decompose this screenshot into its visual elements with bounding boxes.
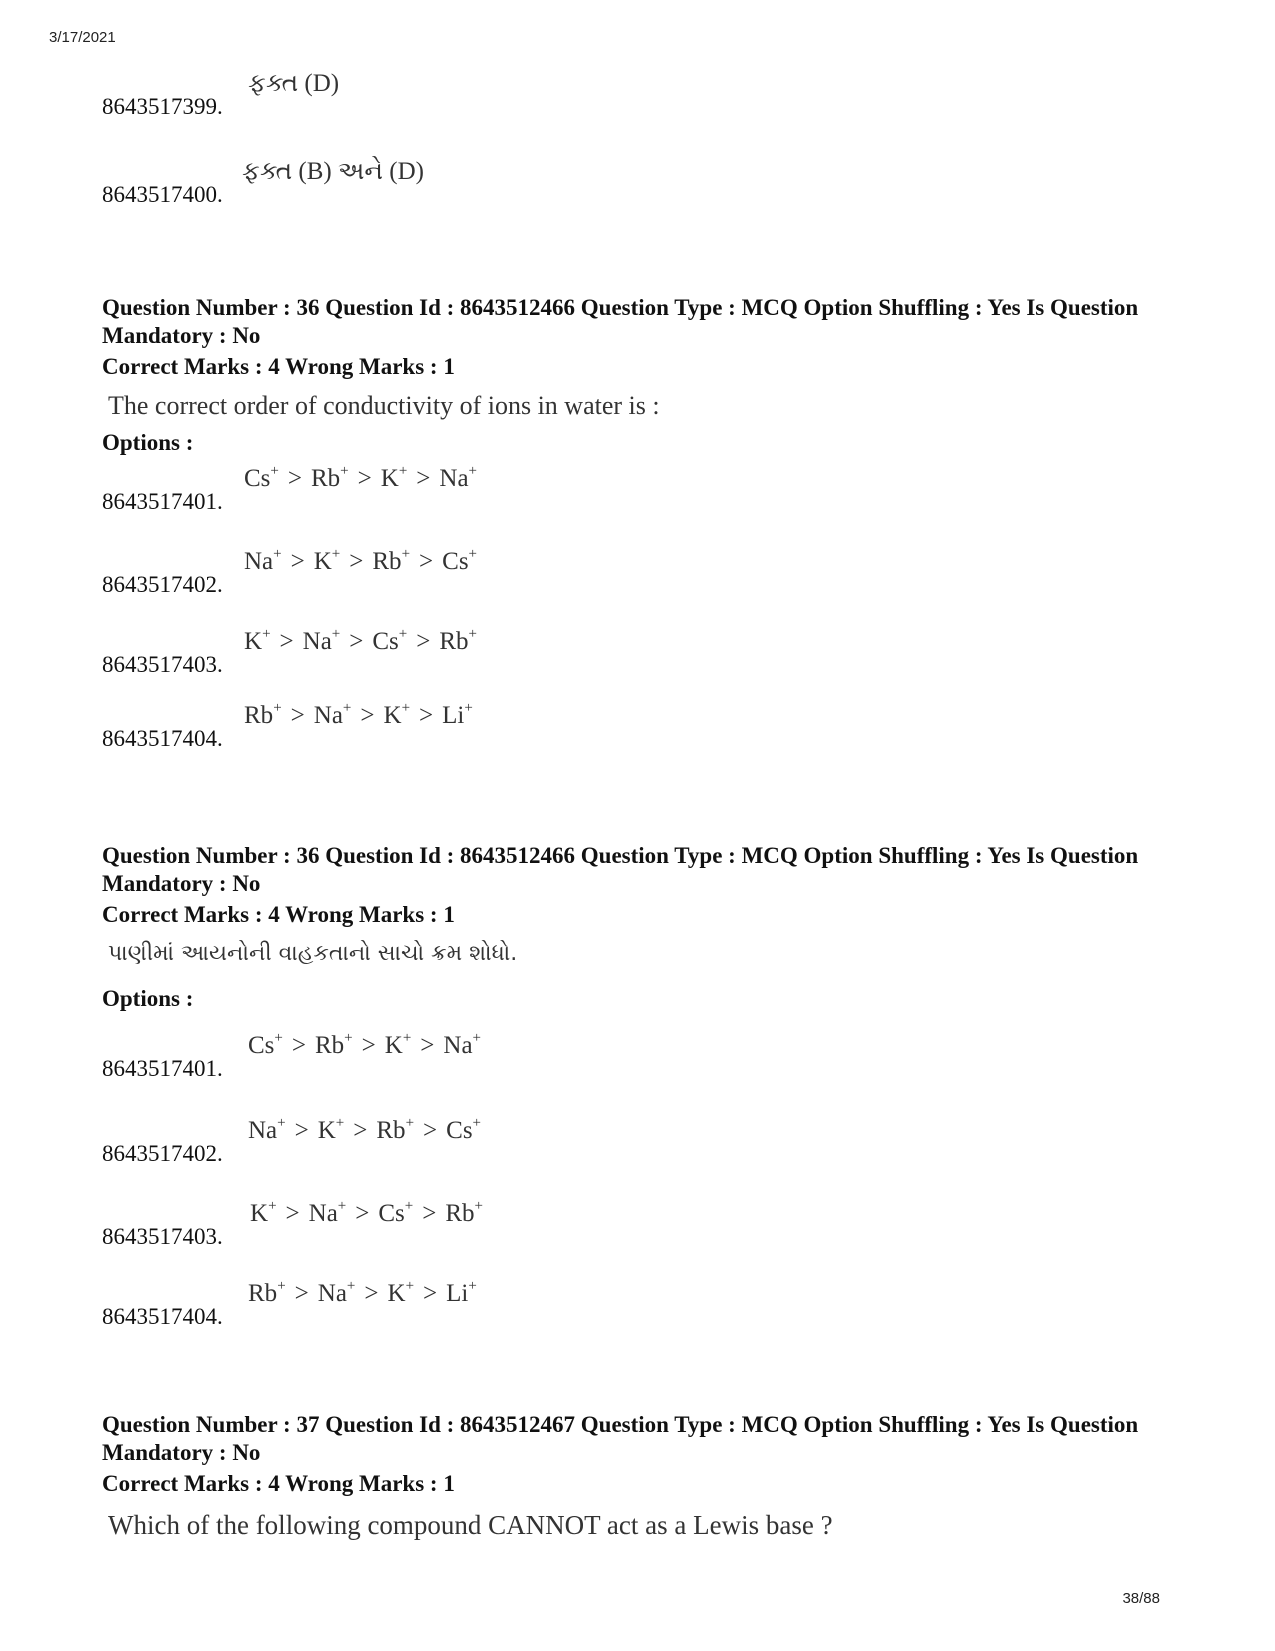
greater-than-sign: > [294,1280,309,1307]
charge-sign: + [472,1030,482,1046]
ion: Na+ [317,1278,356,1307]
option-row [102,1280,802,1330]
charge-sign: + [335,1115,345,1131]
option-id: 8643517399. [102,94,223,119]
print-date: 3/17/2021 [49,29,116,46]
option-text: ફક્ત (D) [248,70,340,97]
option-id: 8643517402. [102,1141,223,1166]
ion: Cs+ [446,1115,482,1144]
ion-sequence [244,548,477,576]
greater-than-sign: > [353,1117,368,1144]
greater-than-sign: > [349,548,364,575]
ion: Rb+ [439,626,478,655]
charge-sign: + [268,1198,277,1214]
question-marks: Correct Marks : 4 Wrong Marks : 1 [102,1471,455,1496]
options-label: Options : [102,430,194,455]
ion: K+ [387,1278,415,1307]
charge-sign: + [405,1278,415,1294]
charge-sign: + [277,1278,286,1294]
ion-sequence [244,628,477,656]
greater-than-sign: > [419,548,434,575]
ion-sequence [244,465,477,493]
question-meta: Question Number : 36 Question Id : 8643512466 Question Type : MCQ Option Shuffling : Yes Is Question Mandatory : No [102,843,1139,896]
option-row [102,548,802,598]
ion: Rb+ [248,1278,286,1307]
charge-sign: + [331,546,341,562]
ion: Rb+ [244,700,282,729]
question-marks: Correct Marks : 4 Wrong Marks : 1 [102,902,455,927]
ion: Rb+ [372,546,411,575]
option-row [102,70,802,120]
page-number: 38/88 [1122,1590,1160,1607]
option-id: 8643517402. [102,572,223,597]
ion: Li+ [442,700,473,729]
ion: Rb+ [310,463,349,492]
greater-than-sign: > [423,1280,438,1307]
option-id: 8643517403. [102,652,223,677]
charge-sign: + [262,626,271,642]
ion: Rb+ [445,1198,484,1227]
greater-than-sign: > [285,1200,300,1227]
greater-than-sign: > [287,465,302,492]
charge-sign: + [270,463,279,479]
ion: Cs+ [442,546,478,575]
ion: K+ [250,1198,277,1227]
question-text: પાણીમાં આયનોની વાહકતાનો સાચો ક્રમ શોધો. [108,941,518,966]
option-row [102,158,802,208]
options-label: Options : [102,986,194,1011]
greater-than-sign: > [361,1032,376,1059]
charge-sign: + [344,1030,353,1046]
option-row [102,1200,802,1250]
charge-sign: + [405,1115,415,1131]
ion: Na+ [244,546,282,575]
charge-sign: + [468,626,478,642]
greater-than-sign: > [423,1117,438,1144]
charge-sign: + [474,1198,484,1214]
charge-sign: + [346,1278,356,1294]
option-row [102,465,802,515]
ion: Na+ [313,700,352,729]
ion: Na+ [248,1115,286,1144]
ion: K+ [317,1115,345,1144]
option-id: 8643517401. [102,489,223,514]
option-text: ફક્ત (B) અને (D) [242,158,424,185]
charge-sign: + [402,1030,412,1046]
ion: K+ [383,700,411,729]
option-row [102,628,802,678]
greater-than-sign: > [422,1200,437,1227]
ion: K+ [244,626,271,655]
ion: Na+ [439,463,478,492]
ion: Li+ [446,1278,477,1307]
question-meta: Question Number : 36 Question Id : 8643512466 Question Type : MCQ Option Shuffling : Yes Is Question Mandatory : No [102,295,1139,348]
greater-than-sign: > [290,702,305,729]
charge-sign: + [274,1030,283,1046]
ion: Rb+ [376,1115,415,1144]
charge-sign: + [273,700,282,716]
charge-sign: + [401,546,411,562]
greater-than-sign: > [416,465,431,492]
charge-sign: + [464,700,473,716]
charge-sign: + [273,546,282,562]
greater-than-sign: > [419,702,434,729]
greater-than-sign: > [294,1117,309,1144]
charge-sign: + [331,626,341,642]
ion-sequence [248,1280,477,1308]
charge-sign: + [472,1115,482,1131]
option-id: 8643517400. [102,182,223,207]
charge-sign: + [468,1278,477,1294]
ion: Cs+ [244,463,279,492]
option-id: 8643517401. [102,1056,223,1081]
greater-than-sign: > [364,1280,379,1307]
charge-sign: + [398,626,408,642]
ion: Na+ [308,1198,347,1227]
greater-than-sign: > [360,702,375,729]
charge-sign: + [340,463,349,479]
option-id: 8643517404. [102,726,223,751]
ion: Cs+ [372,626,408,655]
greater-than-sign: > [279,628,294,655]
greater-than-sign: > [357,465,372,492]
ion: Na+ [443,1030,482,1059]
charge-sign: + [401,700,411,716]
option-row [102,1117,802,1167]
option-id: 8643517404. [102,1304,223,1329]
greater-than-sign: > [290,548,305,575]
question-meta: Question Number : 37 Question Id : 8643512467 Question Type : MCQ Option Shuffling : Yes Is Question Mandatory : No [102,1412,1139,1465]
charge-sign: + [337,1198,347,1214]
question-marks: Correct Marks : 4 Wrong Marks : 1 [102,354,455,379]
option-row [102,702,802,752]
greater-than-sign: > [355,1200,370,1227]
greater-than-sign: > [291,1032,306,1059]
ion: Rb+ [314,1030,353,1059]
ion: Cs+ [378,1198,414,1227]
ion: K+ [380,463,408,492]
question-text: Which of the following compound CANNOT act as a Lewis base ? [108,1510,833,1540]
charge-sign: + [398,463,408,479]
ion-sequence [248,1117,481,1145]
ion-sequence [250,1200,483,1228]
greater-than-sign: > [420,1032,435,1059]
charge-sign: + [404,1198,414,1214]
ion-sequence [244,702,473,730]
charge-sign: + [342,700,352,716]
question-text: The correct order of conductivity of ions in water is : [108,391,660,420]
ion: K+ [313,546,341,575]
ion-sequence [248,1032,481,1060]
charge-sign: + [468,463,478,479]
charge-sign: + [468,546,478,562]
greater-than-sign: > [349,628,364,655]
option-row [102,1032,802,1082]
charge-sign: + [277,1115,286,1131]
option-id: 8643517403. [102,1224,223,1249]
ion: Cs+ [248,1030,283,1059]
greater-than-sign: > [416,628,431,655]
ion: Na+ [302,626,341,655]
ion: K+ [384,1030,412,1059]
